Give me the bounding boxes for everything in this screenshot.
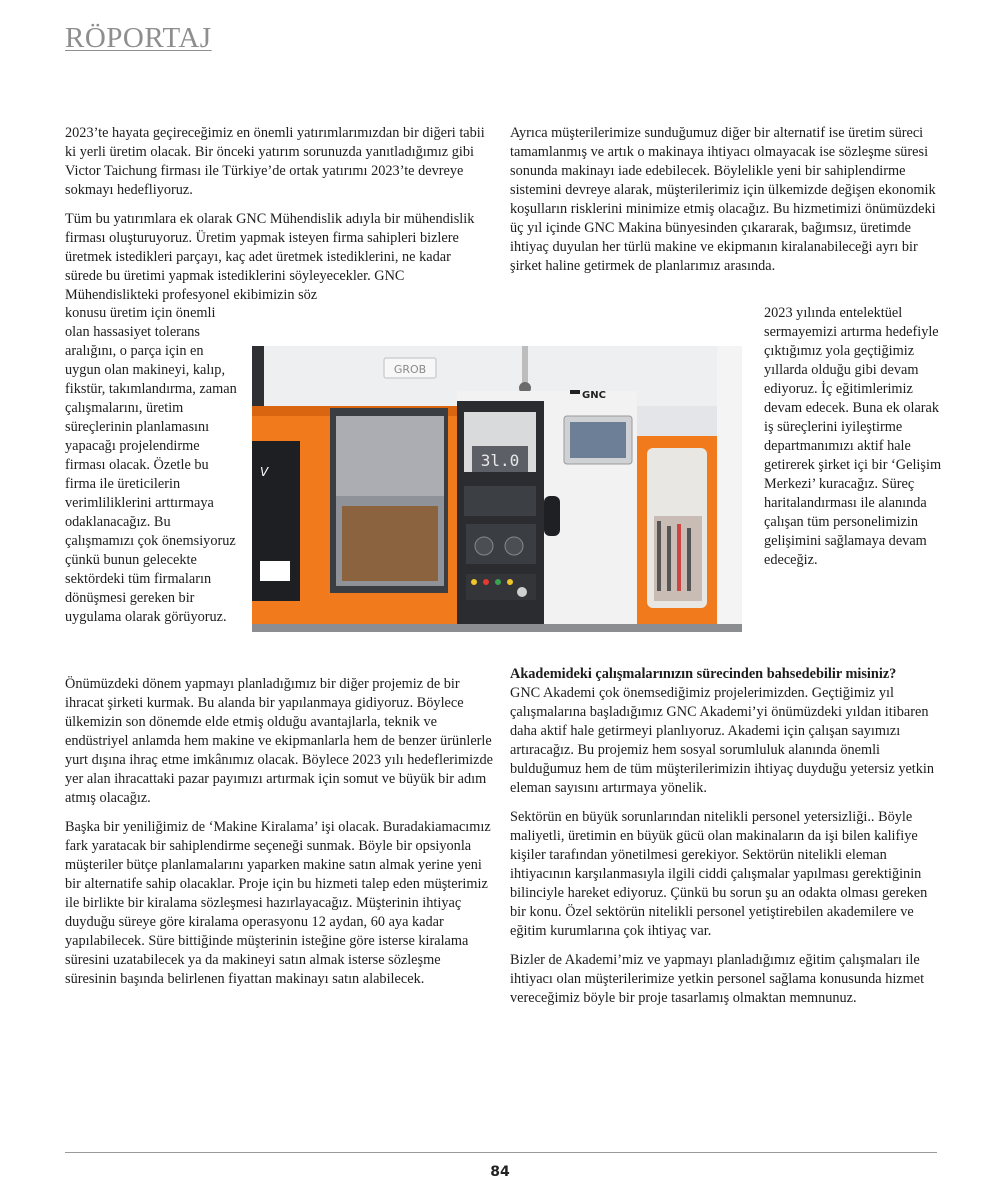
left-column-top bbox=[65, 124, 490, 305]
paragraph: Önümüzdeki dönem yapmayı planladığımız bir diğer projemiz de bir ihracat şirketi kurmak. Bu alanda bir yapılanmaya gidiyoruz. Böylece ülkemizin son dönemde elde etmiş olduğu avantajlarla, teknik ve endüstriyel anlamda hem makine ve ekipmanlarla hem de benzer ürünlerle yurt dışına ihraç etme imkânımız olacak. Böylece 2023 yılı hedeflerimizde yer alan ihracattaki pazar payımızı artırmak için somut ve büyük bir adım atmış olacağız. bbox=[65, 676, 493, 806]
paragraph: Ayrıca müşterilerimize sunduğumuz diğer bir alternatif ise üretim süreci tamamlanmış ve artık o makinaya ihtiyacı olmayacak ise sözleşme süresi sonunda makinayı iade edebilecek. Böylelikle yeni bir sahiplendirme sistemini devreye alarak, müşterilerimiz için ülkemizde değişen ekonomik koşulların risklerini minimize etmiş olacağız. Bu hizmetimizi önümüzdeki üç yıl içinde GNC Makina bünyesinden çıkararak, bağımsız, üretimde ihtiyaç duyulan her türlü makine ve ekipmanın kiralanabileceği ayrı bir şirket haline getirmek de planlarımız arasında. bbox=[510, 125, 936, 274]
paragraph: Bizler de Akademi’miz ve yapmayı planladığımız eğitim çalışmaları ile ihtiyacı olan müşterilerimize yetkin personel sağlama konusunda hizmet vereceğimiz böyle bir proje tasarlamış olmaktan memnunuz. bbox=[510, 952, 925, 1006]
page-number: 84 bbox=[490, 1164, 510, 1180]
right-column-top bbox=[510, 124, 938, 286]
cnc-machine-illustration bbox=[252, 346, 742, 632]
display-readout: 3l.0 bbox=[480, 451, 520, 470]
right-column-bottom bbox=[510, 665, 940, 1018]
footer-divider bbox=[65, 1152, 937, 1153]
answer-text: GNC Akademi çok önemsediğimiz projelerimizden. Geçtiğimiz yıl çalışmalarına başladığımız GNC Akademi’yi önümüzdeki yıldan itibaren daha aktif hale getirmeyi planlıyoruz. Akademi için çalışan sayımızı artıracağız. Bu projemiz hem sosyal sorumluluk alanında önemli bulduğumuz hem de tüm müşterilerimizin ihtiyaç duyduğu yetersiz yetkin eleman sayısını artırmaya yönelik. bbox=[510, 685, 935, 796]
machine-photo bbox=[252, 346, 742, 632]
paragraph: Başka bir yeniliğimiz de ‘Makine Kiralama’ işi olacak. Buradakiamacımız fark yaratacak bir sahiplendirme seçeneği sunmak. Böyle bir opsiyonla müşteriler bütçe planlamalarını yaparken makine satın almak yerine yeni bir alternatife sahip olacaklar. Proje için bu hizmeti talep eden müşterimiz ile birlikte bir kiralama sözleşmesi hazırlayacağız. Müşterinin ihtiyaç duyduğu süreye göre kiralama operasyonu 12 aydan, 60 aya kadar yapılabilecek. Süre bittiğinde müşterinin isteğine göre isterse kiralama süresini uzatabilecek ya da makineyi satın almak isterse sözleşme süresinin başında belirlenen fiyattan makinayı satın alabilecek. bbox=[65, 819, 491, 987]
paragraph: Sektörün en büyük sorunlarından nitelikli personel yetersizliği.. Böyle maliyetli, üretimin en büyük gücü olan makinaların da işi bilen kalifiye kişiler tarafından yönetilmesi gerekiyor. Sektörün nitelikli eleman ihtiyacının karşılanmasıyla ilgili ciddi çalışmalar yapılması gerektiğinin bilinciyle hareket ediyoruz. Çünkü bu sorun şu an odakta olması gereken bir konu. Özel sektörün nitelikli personel yetiştirebilen akademilere ve eğitim kurumlarına çok ihtiyaç var. bbox=[510, 809, 928, 939]
interview-question: Akademideki çalışmalarınızın sürecinden bahsedebilir misiniz? bbox=[510, 666, 897, 682]
brand-left-label: GROB bbox=[393, 363, 427, 376]
machine-model-label: V bbox=[260, 465, 269, 479]
left-wrap-paragraph: konusu üretim için önemli olan hassasiyet tolerans aralığını, o parça için en uygun olan makineyi, kalıp, fikstür, takımlandırma, zaman çalışmalarını, üretim süreçlerinin planlamasını yapacağı projelendirme firması olacak. Özetle bu firma ile üreticilerin verimliliklerini arttırmaya odaklanacağız. Bu çalışmamızı çok önemsiyoruz çünkü bunun gelecekte sektördeki tüm firmaların dönüşmesi gereken bir uygulama olarak görüyoruz. bbox=[65, 305, 237, 625]
right-wrap-paragraph: 2023 yılında entelektüel sermayemizi artırma hedefiyle çıktığımız yola geçtiğimiz yıllarda olduğu gibi devam ediyoruz. İç eğitimlerimiz devam edecek. Buna ek olarak iş süreçlerini iyileştirme departmanımızı aktif hale getirerek şirket içi bir ‘Gelişim Merkezi’ kuracağız. Süreç haritalandırması ile alanında çalışan tüm personelimizin gelişimini sağlamaya devam edeceğiz. bbox=[764, 305, 942, 568]
paragraph: Tüm bu yatırımlara ek olarak GNC Mühendislik adıyla bir mühendislik firması oluşturuyoruz. Üretim yapmak isteyen firma sahipleri bizlere üretmek istedikleri parçayı, kaç adet üretmek istediklerini, ne kadar sürede bu üretimi yapmak istediklerini söyleyecekler. GNC Mühendislikteki profesyonel ekibimizin söz bbox=[65, 211, 475, 303]
left-column-bottom bbox=[65, 675, 495, 999]
interview-answer bbox=[510, 665, 940, 798]
paragraph: 2023’te hayata geçireceğimiz en önemli yatırımlarımızdan bir diğeri tabii ki yerli üretim olacak. Bir önceki yatırım sorunuzda yanıtladığımız gibi Victor Taichung firması ile Türkiye’de ortak yatırımı 2023’te devreye sokmayı hedefliyoruz. bbox=[65, 125, 485, 198]
section-title: RÖPORTAJ bbox=[65, 22, 212, 54]
brand-center-label: GNC bbox=[582, 390, 606, 401]
